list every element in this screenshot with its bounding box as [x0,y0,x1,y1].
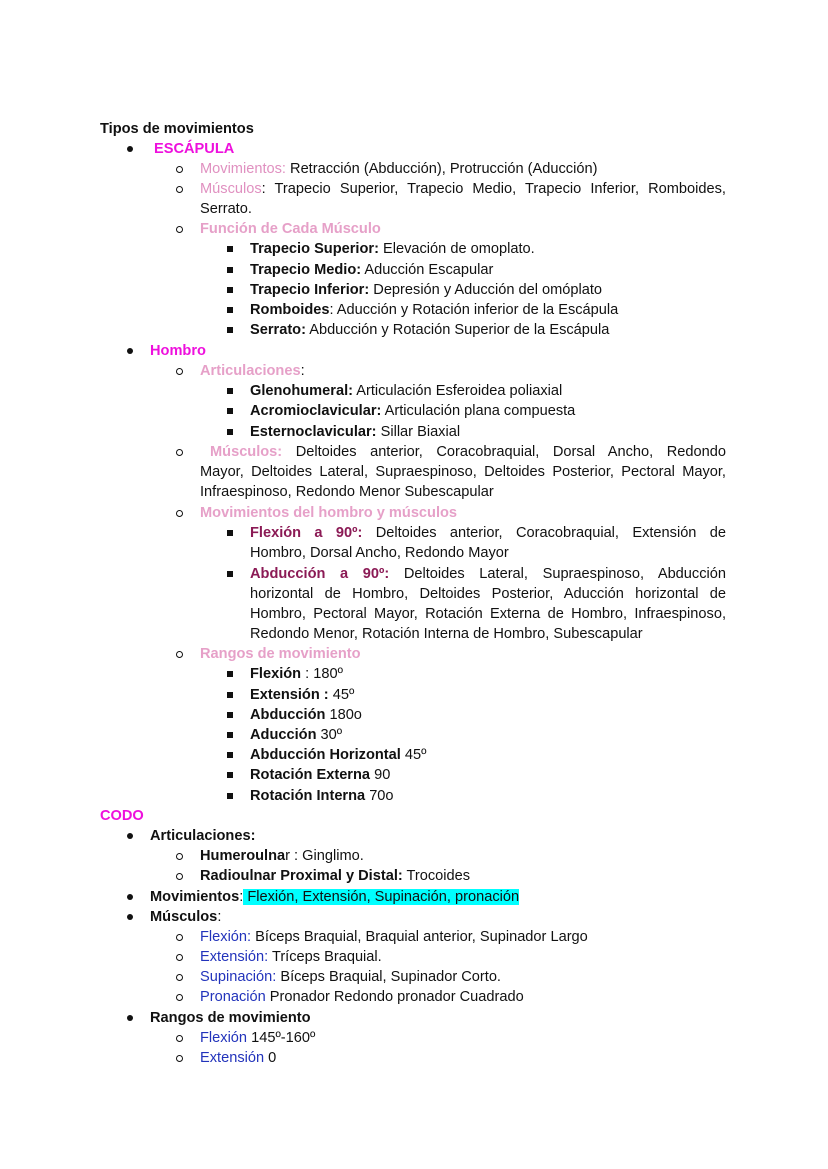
codo-articulacion-item [200,866,470,886]
funcion-name: Trapecio Medio: [250,262,362,278]
square-bullet-icon [227,712,233,718]
musculos-label: Músculos [200,181,262,197]
rango-name: Flexión [200,1030,248,1046]
circle-bullet-icon [176,226,183,233]
rango-item [250,745,426,765]
abduccion-line: Hombro, Pectoral Mayor, Rotación Externa de Hombro, Infraespinoso, [250,606,726,622]
codo-articulaciones-label: Articulaciones: [150,828,256,844]
rango-item [250,705,362,725]
musculo-text: Pronador Redondo pronador Cuadrado [265,989,524,1005]
codo-rangos-label: Rangos de movimiento [150,1010,311,1026]
codo-musculos-label [150,907,221,927]
rango-name: Rotación Externa [250,767,371,783]
codo-movimientos [150,887,519,907]
rango-value: 45º [400,747,427,763]
square-bullet-icon [227,752,233,758]
flexion-line: Hombro, Dorsal Ancho, Redondo Mayor [250,545,509,561]
rango-name: Rotación Interna [250,788,366,804]
square-bullet-icon [227,327,233,333]
circle-bullet-icon [176,166,183,173]
funcion-item [250,300,618,320]
funcion-item [250,320,609,340]
musculo-name: Pronación [200,989,266,1005]
rango-name: Flexión [250,666,302,682]
musculos-text: Deltoides anterior, Coracobraquial, Dorsal Ancho, Redondo [295,444,726,460]
funcion-name: Trapecio Inferior: [250,282,370,298]
articulaciones-label: Articulaciones [200,363,301,379]
articulacion-item [250,401,575,421]
rango-value: 30º [316,727,343,743]
colon: : [217,909,222,925]
rango-value: 145º-160º [247,1030,316,1046]
rango-item [250,765,390,785]
rango-value: 70o [365,788,394,804]
square-bullet-icon [227,571,233,577]
square-bullet-icon [227,287,233,293]
codo-musculo-item [200,947,382,967]
hombro-articulaciones-label [200,361,305,381]
page-title: Tipos de movimientos [100,121,254,137]
movimientos-text: Retracción (Abducción), Protrucción (Aducción) [285,161,598,177]
musculos-label: Músculos: [210,444,283,460]
rango-value: 0 [264,1050,277,1066]
circle-bullet-icon [176,186,183,193]
articulacion-item [250,381,562,401]
hombro-musculos-line [210,442,726,462]
musculo-name: Flexión: [200,929,252,945]
rango-value: 90 [370,767,391,783]
section-codo-heading: CODO [100,808,144,824]
abduccion-label: Abducción a 90º: [250,566,390,582]
codo-rango-item [200,1028,315,1048]
square-bullet-icon [227,732,233,738]
section-escapula-heading: ESCÁPULA [154,141,235,157]
mov-hombro-label: Movimientos del hombro y músculos [200,505,458,521]
circle-bullet-icon [176,1035,183,1042]
musculo-name: Supinación: [200,969,277,985]
abduccion-line [250,564,726,584]
rango-name: Aducción [250,727,317,743]
funcion-name: Romboides [250,302,330,318]
flexion-label: Flexión a 90º: [250,525,363,541]
articulacion-name: Radioulnar Proximal y Distal: [200,868,403,884]
funcion-item [250,239,535,259]
square-bullet-icon [227,772,233,778]
rango-value: : 180º [301,666,343,682]
rango-name: Extensión [200,1050,265,1066]
square-bullet-icon [227,267,233,273]
escapula-musculos-continued: Serrato. [200,201,252,217]
square-bullet-icon [227,793,233,799]
circle-bullet-icon [176,368,183,375]
articulacion-text: Articulación plana compuesta [381,403,576,419]
circle-bullet-icon [176,873,183,880]
square-bullet-icon [227,307,233,313]
articulacion-text: Articulación Esferoidea poliaxial [352,383,563,399]
bullet-icon [127,914,133,920]
square-bullet-icon [227,246,233,252]
rango-item [250,725,342,745]
circle-bullet-icon [176,934,183,941]
funcion-label: Función de Cada Músculo [200,221,381,237]
abduccion-line: horizontal de Hombro, Deltoides Posterior, Aducción horizontal de [250,586,726,602]
funcion-item [250,280,602,300]
funcion-text: Abducción y Rotación Superior de la Escápula [305,322,610,338]
square-bullet-icon [227,692,233,698]
square-bullet-icon [227,671,233,677]
bullet-icon [127,833,133,839]
rango-name: Abducción Horizontal [250,747,401,763]
rango-name: Extensión : [250,687,329,703]
musculo-name: Extensión: [200,949,269,965]
codo-musculo-item [200,987,524,1007]
codo-musculo-item [200,927,588,947]
bullet-icon [127,1015,133,1021]
funcion-name: Serrato: [250,322,306,338]
square-bullet-icon [227,388,233,394]
articulacion-name: Humeroulna [200,848,286,864]
rango-item [250,786,394,806]
musculos-label: Músculos [150,909,218,925]
musculo-text: Tríceps Braquial. [268,949,382,965]
abduccion-line: Redondo Menor, Rotación Interna de Hombro, Subescapular [250,626,643,642]
articulacion-text: Sillar Biaxial [376,424,461,440]
rango-name: Abducción [250,707,326,723]
bullet-icon [127,348,133,354]
movimientos-label: Movimientos [150,889,240,905]
highlighted-movimientos: Flexión, Extensión, Supinación, pronación [243,889,520,905]
section-hombro-heading: Hombro [150,343,206,359]
circle-bullet-icon [176,651,183,658]
articulacion-name: Glenohumeral: [250,383,353,399]
funcion-text: : Aducción y Rotación inferior de la Escápula [329,302,619,318]
rango-item [250,664,343,684]
rangos-hombro-label: Rangos de movimiento [200,646,361,662]
colon: : [300,363,305,379]
escapula-movimientos [200,159,597,179]
square-bullet-icon [227,429,233,435]
circle-bullet-icon [176,954,183,961]
articulacion-name: Esternoclavicular: [250,424,377,440]
circle-bullet-icon [176,449,183,456]
hombro-musculos-line: Mayor, Deltoides Lateral, Supraespinoso, Deltoides Posterior, Pectoral Mayor, [200,464,726,480]
flexion-text: Deltoides anterior, Coracobraquial, Extensión de [375,525,727,541]
rango-value: 45º [328,687,355,703]
square-bullet-icon [227,530,233,536]
articulacion-text: Trocoides [402,868,471,884]
square-bullet-icon [227,408,233,414]
articulacion-name: Acromioclavicular: [250,403,382,419]
hombro-musculos-line: Infraespinoso, Redondo Menor Subescapular [200,484,494,500]
flexion-line [250,523,726,543]
rango-value: 180o [325,707,362,723]
musculo-text: Bíceps Braquial, Braquial anterior, Supinador Largo [251,929,588,945]
circle-bullet-icon [176,853,183,860]
codo-articulacion-item [200,846,364,866]
funcion-text: Aducción Escapular [361,262,494,278]
circle-bullet-icon [176,974,183,981]
funcion-text: Elevación de omoplato. [378,241,535,257]
escapula-musculos [200,179,726,199]
funcion-name: Trapecio Superior: [250,241,379,257]
codo-rango-item [200,1048,276,1068]
funcion-item [250,260,493,280]
movimientos-label: Movimientos: [200,161,286,177]
colon: : [239,889,244,905]
bullet-icon [127,894,133,900]
articulacion-item [250,422,460,442]
musculo-text: Bíceps Braquial, Supinador Corto. [276,969,501,985]
musculos-text: : Trapecio Superior, Trapecio Medio, Trapecio Inferior, Romboides, [261,181,726,197]
circle-bullet-icon [176,510,183,517]
circle-bullet-icon [176,1055,183,1062]
rango-item [250,685,354,705]
codo-musculo-item [200,967,501,987]
articulacion-text: r : Ginglimo. [285,848,364,864]
abduccion-text: Deltoides Lateral, Supraespinoso, Abducción [403,566,726,582]
bullet-icon [127,146,133,152]
circle-bullet-icon [176,994,183,1001]
funcion-text: Depresión y Aducción del omóplato [369,282,603,298]
